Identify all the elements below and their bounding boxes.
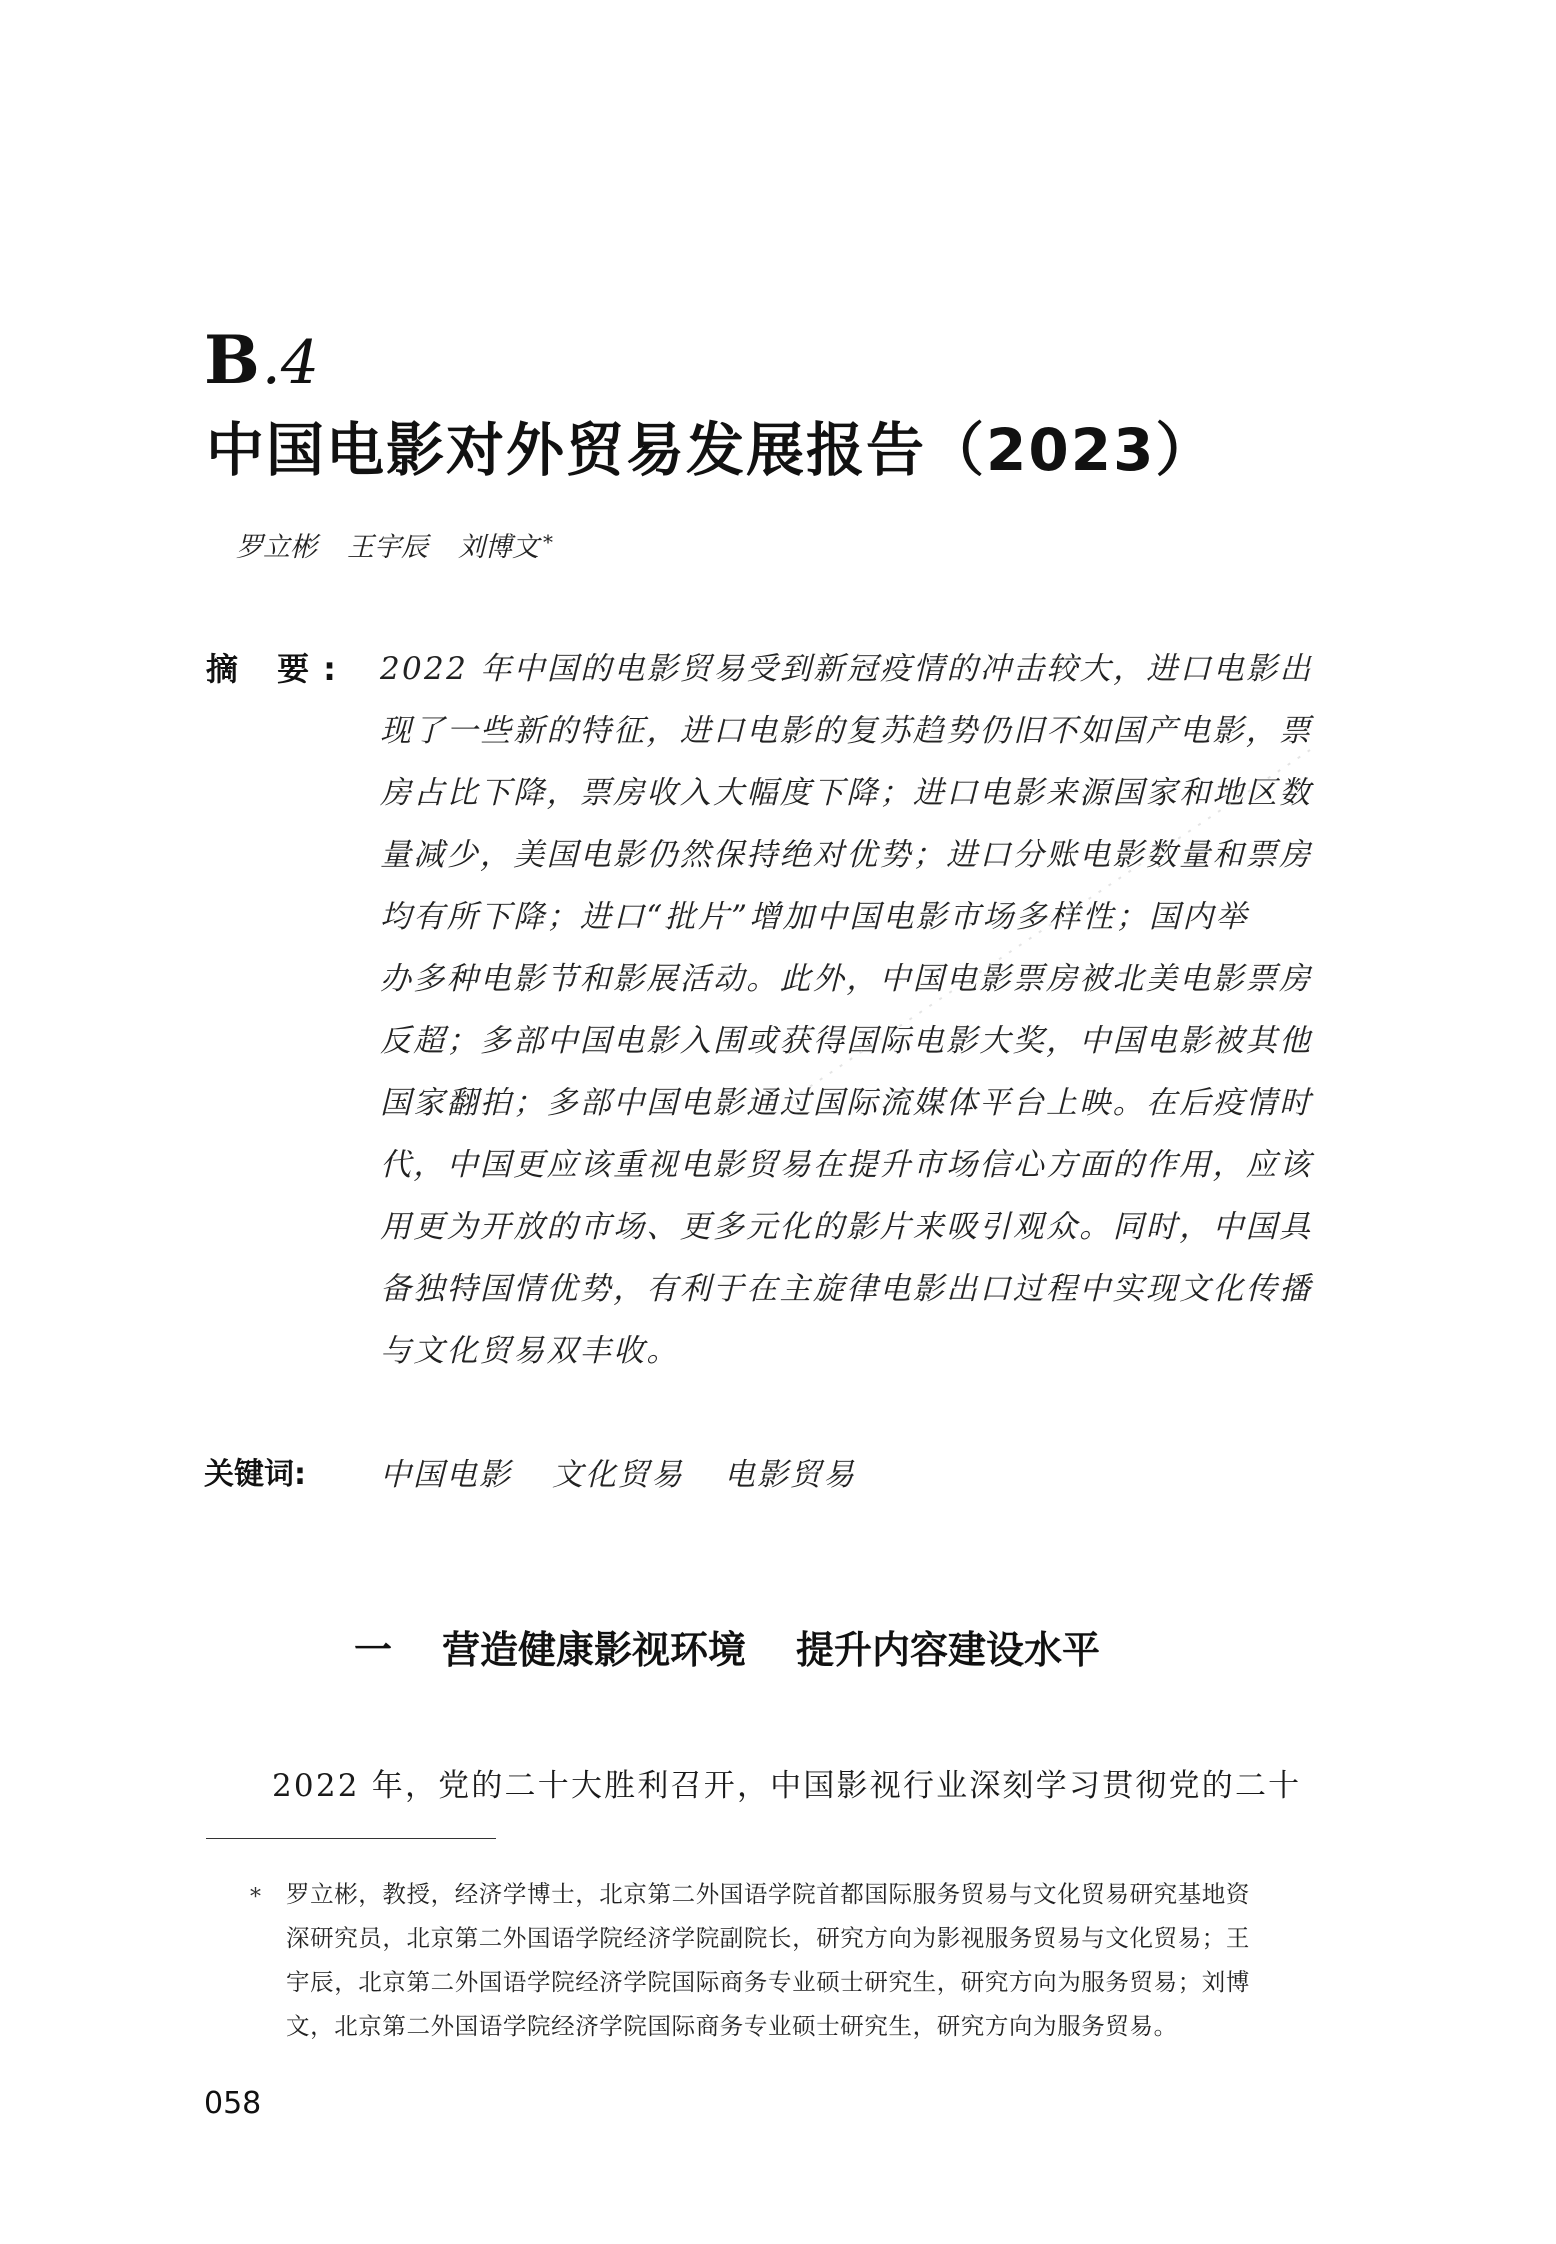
abstract-line: 办多种电影节和影展活动。此外，中国电影票房被北美电影票房: [380, 961, 1313, 997]
footnote-line: 宇辰，北京第二外国语学院经济学院国际商务专业硕士研究生，研究方向为服务贸易；刘博: [286, 1968, 1250, 1996]
abstract-label: 摘 要:: [206, 650, 350, 688]
author-name: 刘博文: [458, 532, 539, 563]
abstract-text: [380, 638, 1360, 1382]
abstract-line: 均有所下降；进口“批片”增加中国电影市场多样性；国内举: [380, 899, 1249, 935]
footnote-line: 文，北京第二外国语学院经济学院国际商务专业硕士研究生，研究方向为服务贸易。: [286, 2012, 1178, 2040]
abstract-line: 用更为开放的市场、更多元化的影片来吸引观众。同时，中国具: [380, 1209, 1313, 1245]
footnote-mark: *: [250, 1885, 261, 1910]
abstract-line: 反超；多部中国电影入围或获得国际电影大奖，中国电影被其他: [380, 1023, 1313, 1059]
keyword-list: [380, 1444, 856, 1506]
footnote-line: 罗立彬，教授，经济学博士，北京第二外国语学院首都国际服务贸易与文化贸易研究基地资: [286, 1880, 1250, 1908]
keyword-item: 文化贸易: [552, 1457, 684, 1493]
body-paragraph: 2022 年，党的二十大胜利召开，中国影视行业深刻学习贯彻党的二十: [272, 1768, 1302, 1804]
keywords-label: 关键词:: [204, 1457, 306, 1492]
chapter-number: [204, 321, 320, 399]
chapter-letter: B: [204, 321, 258, 399]
abstract-line: 量减少，美国电影仍然保持绝对优势；进口分账电影数量和票房: [380, 837, 1313, 873]
page-title: 中国电影对外贸易发展报告（2023）: [206, 416, 1216, 484]
abstract-line: 代，中国更应该重视电影贸易在提升市场信心方面的作用，应该: [380, 1147, 1313, 1183]
author-name: 罗立彬: [236, 532, 317, 563]
footnote-line: 深研究员，北京第二外国语学院经济学院副院长，研究方向为影视服务贸易与文化贸易；王: [286, 1924, 1250, 1952]
abstract-line: 房占比下降，票房收入大幅度下降；进口电影来源国家和地区数: [380, 775, 1313, 811]
abstract-line: 现了一些新的特征，进口电影的复苏趋势仍旧不如国产电影，票: [380, 713, 1313, 749]
page-number: 058: [204, 2086, 262, 2121]
section-title-part2: 提升内容建设水平: [796, 1628, 1101, 1672]
abstract-line: 2022 年中国的电影贸易受到新冠疫情的冲击较大，进口电影出: [380, 651, 1313, 687]
abstract-line: 与文化贸易双丰收。: [380, 1333, 680, 1369]
author-name: 王宇辰: [347, 532, 428, 563]
author-list: [236, 528, 583, 568]
section-number: 一: [354, 1628, 393, 1672]
section-heading: [354, 1620, 1100, 1680]
abstract-line: 国家翻拍；多部中国电影通过国际流媒体平台上映。在后疫情时: [380, 1085, 1313, 1121]
chapter-index: .4: [261, 328, 320, 398]
keyword-item: 中国电影: [380, 1457, 512, 1493]
footnote-divider: [206, 1838, 496, 1839]
author-footnote-mark: *: [543, 530, 553, 554]
section-title-part1: 营造健康影视环境: [442, 1628, 747, 1672]
abstract-line: 备独特国情优势，有利于在主旋律电影出口过程中实现文化传播: [380, 1271, 1313, 1307]
keyword-item: 电影贸易: [724, 1457, 856, 1493]
footnote-text: [286, 1872, 1361, 2048]
